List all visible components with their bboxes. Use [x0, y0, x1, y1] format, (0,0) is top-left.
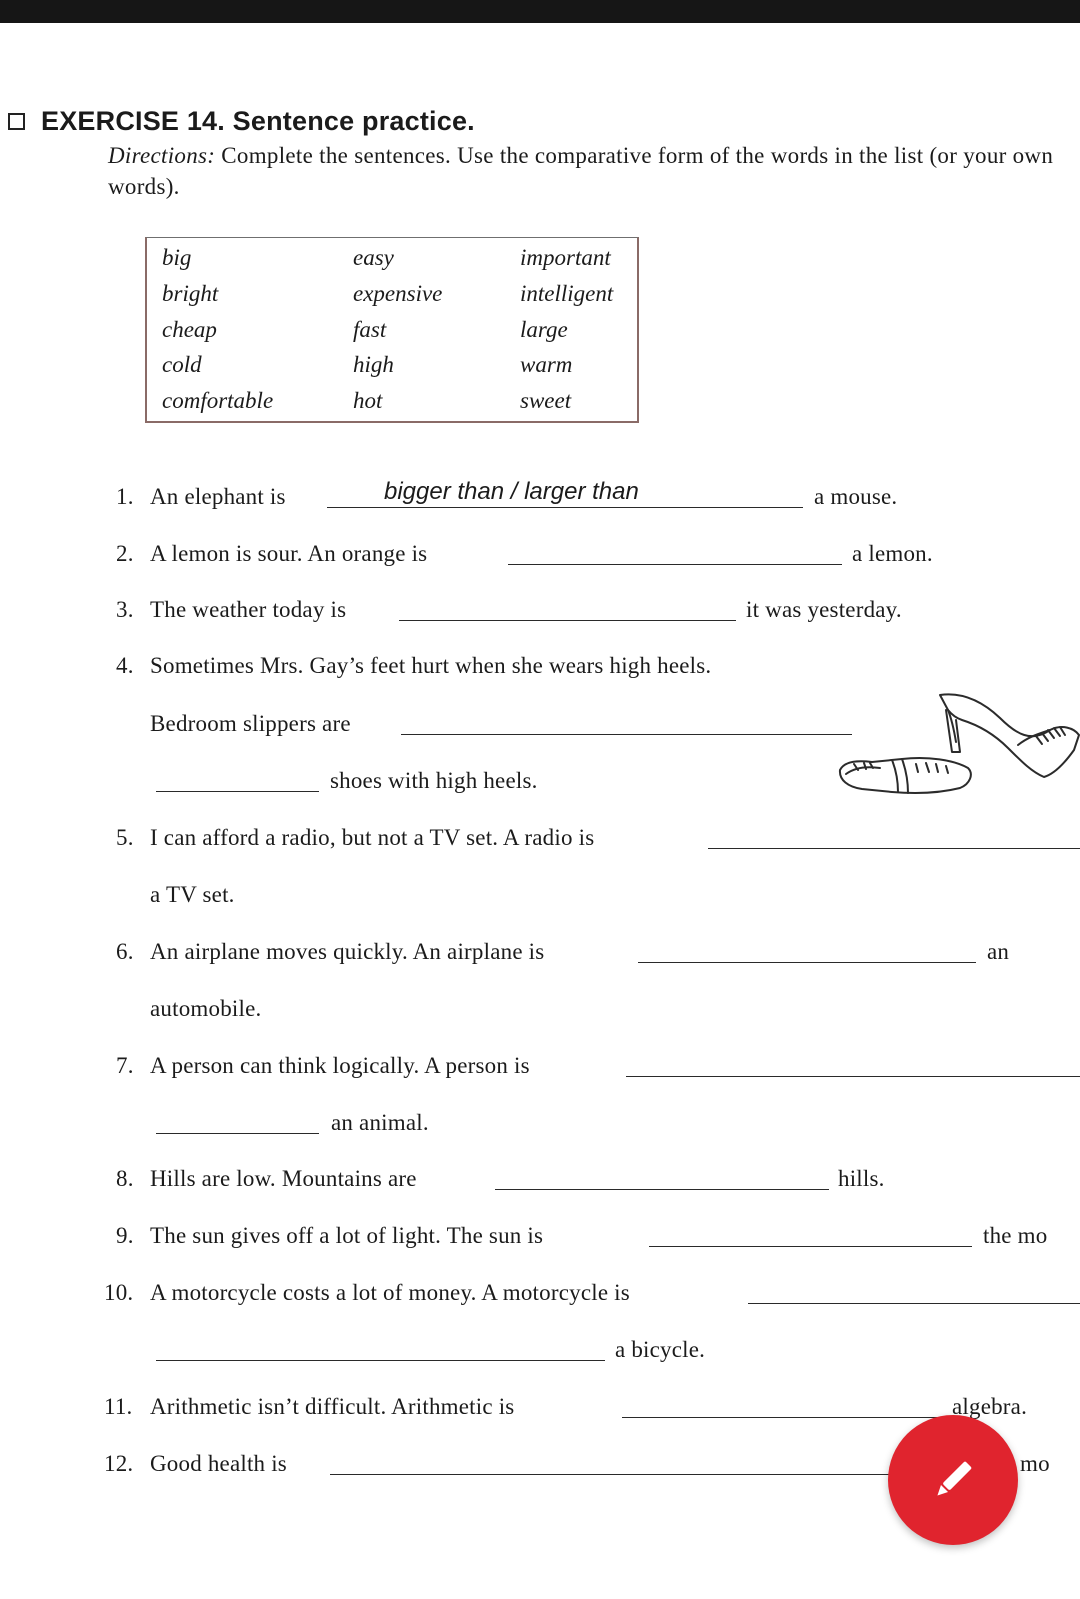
sentence-3-text: The weather today is: [150, 597, 347, 622]
word-item: warm: [520, 352, 573, 377]
sentence-11-number: 11.: [104, 1394, 133, 1419]
word-item: sweet: [520, 388, 572, 413]
sentence-4-end: shoes with high heels.: [330, 768, 538, 793]
sentence-4-text-2: Bedroom slippers are: [150, 711, 351, 736]
sentence-9-end: the mo: [983, 1223, 1048, 1248]
answer-blank-11[interactable]: [622, 1417, 950, 1418]
sentence-1-answer: bigger than / larger than: [384, 478, 639, 505]
sentence-11-text: Arithmetic isn’t difficult. Arithmetic is: [150, 1394, 515, 1419]
edit-fab-button[interactable]: [888, 1415, 1018, 1545]
sentence-7-end: an animal.: [331, 1110, 429, 1135]
sentence-6-end-2: automobile.: [150, 996, 262, 1021]
sentence-1-end: a mouse.: [814, 484, 898, 509]
sentence-4-text: Sometimes Mrs. Gay’s feet hurt when she wears high heels.: [150, 653, 712, 678]
word-item: bright: [162, 281, 219, 306]
sentence-5-number: 5.: [116, 825, 134, 850]
sentence-9-text: The sun gives off a lot of light. The sun is: [150, 1223, 544, 1248]
answer-blank-2[interactable]: [508, 564, 842, 565]
exercise-title: EXERCISE 14. Sentence practice.: [41, 106, 475, 136]
word-item: intelligent: [520, 281, 614, 306]
sentence-10-text: A motorcycle costs a lot of money. A motorcycle is: [150, 1280, 630, 1305]
sentence-8-number: 8.: [116, 1166, 134, 1191]
sentence-6-text: An airplane moves quickly. An airplane is: [150, 939, 545, 964]
sentence-3-end: it was yesterday.: [746, 597, 902, 622]
shoes-illustration: [836, 690, 1080, 805]
sentence-1-number: 1.: [116, 484, 134, 509]
word-item: expensive: [353, 281, 443, 306]
word-item: cheap: [162, 317, 217, 342]
sentence-2-number: 2.: [116, 541, 134, 566]
answer-blank-8[interactable]: [495, 1189, 829, 1190]
directions: [108, 140, 1068, 202]
answer-blank-3[interactable]: [399, 620, 736, 621]
answer-blank-4a[interactable]: [401, 734, 852, 735]
word-item: easy: [353, 245, 394, 270]
sentence-9-number: 9.: [116, 1223, 134, 1248]
word-list-box: [145, 237, 639, 423]
answer-blank-10a[interactable]: [748, 1303, 1080, 1304]
sentence-7-number: 7.: [116, 1053, 134, 1078]
word-item: fast: [353, 317, 387, 342]
sentence-2-end: a lemon.: [852, 541, 933, 566]
sentence-8-end: hills.: [838, 1166, 885, 1191]
answer-blank-9[interactable]: [649, 1246, 972, 1247]
sentence-8-text: Hills are low. Mountains are: [150, 1166, 417, 1191]
exercise-header: [8, 106, 475, 137]
answer-blank-12[interactable]: [330, 1474, 890, 1475]
sentence-1-text: An elephant is: [150, 484, 286, 509]
pencil-icon: [927, 1454, 979, 1506]
word-item: high: [353, 352, 394, 377]
word-item: big: [162, 245, 192, 270]
sentence-5-text: I can afford a radio, but not a TV set. A radio is: [150, 825, 595, 850]
word-item: comfortable: [162, 388, 274, 413]
sentence-6-end: an: [987, 939, 1010, 964]
top-bar: [0, 0, 1080, 23]
answer-blank-1[interactable]: [327, 507, 803, 508]
word-item: important: [520, 245, 611, 270]
sentence-6-number: 6.: [116, 939, 134, 964]
answer-blank-7a[interactable]: [626, 1076, 1080, 1077]
sentence-10-end: a bicycle.: [615, 1337, 706, 1362]
directions-text: Complete the sentences. Use the comparative form of the words in the list (or your own words).: [108, 143, 1054, 199]
directions-label: Directions:: [108, 143, 216, 168]
sentence-4-number: 4.: [116, 653, 134, 678]
word-item: hot: [353, 388, 383, 413]
sentence-12-end: mo: [1020, 1451, 1050, 1476]
sentence-11-end: algebra.: [952, 1394, 1028, 1419]
sentence-7-text: A person can think logically. A person is: [150, 1053, 530, 1078]
answer-blank-4b[interactable]: [156, 791, 319, 792]
answer-blank-6[interactable]: [638, 962, 976, 963]
sentence-3-number: 3.: [116, 597, 134, 622]
word-item: cold: [162, 352, 202, 377]
answer-blank-7b[interactable]: [156, 1133, 319, 1134]
sentence-5-end: a TV set.: [150, 882, 235, 907]
exercise-checkbox[interactable]: [8, 113, 25, 130]
word-item: large: [520, 317, 568, 342]
sentence-2-text: A lemon is sour. An orange is: [150, 541, 428, 566]
answer-blank-10b[interactable]: [156, 1360, 605, 1361]
answer-blank-5[interactable]: [708, 848, 1080, 849]
sentence-12-number: 12.: [104, 1451, 134, 1476]
sentence-10-number: 10.: [104, 1280, 134, 1305]
sentence-12-text: Good health is: [150, 1451, 287, 1476]
